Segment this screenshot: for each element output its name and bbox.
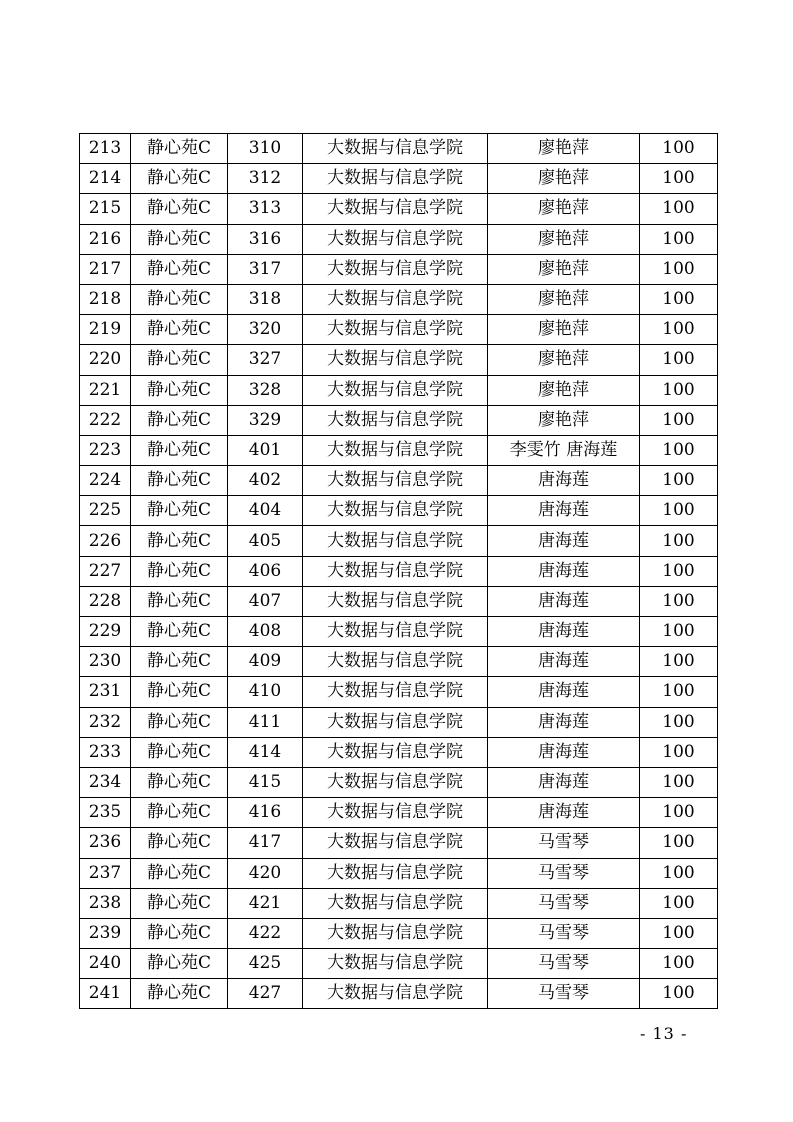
score-cell: 100	[640, 828, 718, 858]
score-cell: 100	[640, 466, 718, 496]
score-cell: 100	[640, 284, 718, 314]
row-number-cell: 239	[80, 918, 131, 948]
building-cell: 静心苑C	[131, 828, 228, 858]
college-cell: 大数据与信息学院	[303, 828, 488, 858]
room-cell: 313	[228, 194, 303, 224]
building-cell: 静心苑C	[131, 677, 228, 707]
table-row	[80, 737, 718, 767]
college-cell: 大数据与信息学院	[303, 979, 488, 1009]
building-cell: 静心苑C	[131, 556, 228, 586]
table-row	[80, 526, 718, 556]
building-cell: 静心苑C	[131, 194, 228, 224]
row-number-cell: 219	[80, 315, 131, 345]
table-row	[80, 375, 718, 405]
room-cell: 421	[228, 888, 303, 918]
room-cell: 417	[228, 828, 303, 858]
score-cell: 100	[640, 435, 718, 465]
score-cell: 100	[640, 526, 718, 556]
row-number-cell: 238	[80, 888, 131, 918]
table-row	[80, 435, 718, 465]
college-cell: 大数据与信息学院	[303, 707, 488, 737]
teacher-cell: 唐海莲	[488, 677, 640, 707]
row-number-cell: 225	[80, 496, 131, 526]
table-row	[80, 617, 718, 647]
page-number: - 13 -	[640, 1024, 688, 1043]
row-number-cell: 218	[80, 284, 131, 314]
score-cell: 100	[640, 979, 718, 1009]
table-row	[80, 918, 718, 948]
teacher-cell: 马雪琴	[488, 918, 640, 948]
building-cell: 静心苑C	[131, 918, 228, 948]
teacher-cell: 唐海莲	[488, 707, 640, 737]
room-cell: 427	[228, 979, 303, 1009]
row-number-cell: 233	[80, 737, 131, 767]
table-row	[80, 707, 718, 737]
building-cell: 静心苑C	[131, 586, 228, 616]
teacher-cell: 廖艳萍	[488, 315, 640, 345]
teacher-cell: 唐海莲	[488, 767, 640, 797]
score-cell: 100	[640, 767, 718, 797]
table-row	[80, 224, 718, 254]
teacher-cell: 马雪琴	[488, 949, 640, 979]
room-cell: 317	[228, 254, 303, 284]
table-row	[80, 888, 718, 918]
room-cell: 316	[228, 224, 303, 254]
college-cell: 大数据与信息学院	[303, 798, 488, 828]
teacher-cell: 唐海莲	[488, 798, 640, 828]
teacher-cell: 唐海莲	[488, 617, 640, 647]
table-row	[80, 254, 718, 284]
teacher-cell: 廖艳萍	[488, 254, 640, 284]
room-cell: 415	[228, 767, 303, 797]
row-number-cell: 217	[80, 254, 131, 284]
row-number-cell: 230	[80, 647, 131, 677]
college-cell: 大数据与信息学院	[303, 677, 488, 707]
teacher-cell: 唐海莲	[488, 526, 640, 556]
teacher-cell: 唐海莲	[488, 556, 640, 586]
building-cell: 静心苑C	[131, 737, 228, 767]
score-cell: 100	[640, 647, 718, 677]
table-row	[80, 345, 718, 375]
room-cell: 401	[228, 435, 303, 465]
teacher-cell: 廖艳萍	[488, 375, 640, 405]
building-cell: 静心苑C	[131, 405, 228, 435]
college-cell: 大数据与信息学院	[303, 224, 488, 254]
building-cell: 静心苑C	[131, 375, 228, 405]
table-row	[80, 828, 718, 858]
teacher-cell: 廖艳萍	[488, 284, 640, 314]
college-cell: 大数据与信息学院	[303, 918, 488, 948]
row-number-cell: 223	[80, 435, 131, 465]
room-cell: 409	[228, 647, 303, 677]
score-cell: 100	[640, 586, 718, 616]
college-cell: 大数据与信息学院	[303, 315, 488, 345]
college-cell: 大数据与信息学院	[303, 134, 488, 164]
room-cell: 411	[228, 707, 303, 737]
room-cell: 407	[228, 586, 303, 616]
teacher-cell: 廖艳萍	[488, 224, 640, 254]
row-number-cell: 215	[80, 194, 131, 224]
teacher-cell: 马雪琴	[488, 858, 640, 888]
score-cell: 100	[640, 737, 718, 767]
building-cell: 静心苑C	[131, 798, 228, 828]
teacher-cell: 马雪琴	[488, 979, 640, 1009]
building-cell: 静心苑C	[131, 526, 228, 556]
score-cell: 100	[640, 315, 718, 345]
score-cell: 100	[640, 164, 718, 194]
building-cell: 静心苑C	[131, 888, 228, 918]
score-cell: 100	[640, 405, 718, 435]
teacher-cell: 廖艳萍	[488, 134, 640, 164]
row-number-cell: 236	[80, 828, 131, 858]
table-row	[80, 677, 718, 707]
building-cell: 静心苑C	[131, 134, 228, 164]
building-cell: 静心苑C	[131, 858, 228, 888]
score-cell: 100	[640, 677, 718, 707]
building-cell: 静心苑C	[131, 345, 228, 375]
building-cell: 静心苑C	[131, 164, 228, 194]
building-cell: 静心苑C	[131, 224, 228, 254]
table-row	[80, 405, 718, 435]
building-cell: 静心苑C	[131, 254, 228, 284]
college-cell: 大数据与信息学院	[303, 526, 488, 556]
college-cell: 大数据与信息学院	[303, 858, 488, 888]
room-cell: 327	[228, 345, 303, 375]
score-cell: 100	[640, 949, 718, 979]
room-cell: 318	[228, 284, 303, 314]
teacher-cell: 廖艳萍	[488, 345, 640, 375]
room-cell: 320	[228, 315, 303, 345]
room-cell: 425	[228, 949, 303, 979]
table-row	[80, 284, 718, 314]
teacher-cell: 马雪琴	[488, 888, 640, 918]
table-row	[80, 858, 718, 888]
college-cell: 大数据与信息学院	[303, 586, 488, 616]
score-cell: 100	[640, 194, 718, 224]
room-cell: 414	[228, 737, 303, 767]
college-cell: 大数据与信息学院	[303, 767, 488, 797]
college-cell: 大数据与信息学院	[303, 496, 488, 526]
row-number-cell: 231	[80, 677, 131, 707]
college-cell: 大数据与信息学院	[303, 284, 488, 314]
row-number-cell: 227	[80, 556, 131, 586]
row-number-cell: 213	[80, 134, 131, 164]
row-number-cell: 216	[80, 224, 131, 254]
building-cell: 静心苑C	[131, 435, 228, 465]
score-cell: 100	[640, 858, 718, 888]
teacher-cell: 唐海莲	[488, 466, 640, 496]
college-cell: 大数据与信息学院	[303, 556, 488, 586]
college-cell: 大数据与信息学院	[303, 254, 488, 284]
building-cell: 静心苑C	[131, 617, 228, 647]
score-cell: 100	[640, 224, 718, 254]
room-cell: 406	[228, 556, 303, 586]
college-cell: 大数据与信息学院	[303, 647, 488, 677]
score-cell: 100	[640, 888, 718, 918]
teacher-cell: 廖艳萍	[488, 405, 640, 435]
college-cell: 大数据与信息学院	[303, 737, 488, 767]
room-cell: 328	[228, 375, 303, 405]
college-cell: 大数据与信息学院	[303, 435, 488, 465]
score-cell: 100	[640, 345, 718, 375]
room-cell: 410	[228, 677, 303, 707]
score-cell: 100	[640, 254, 718, 284]
row-number-cell: 220	[80, 345, 131, 375]
row-number-cell: 221	[80, 375, 131, 405]
college-cell: 大数据与信息学院	[303, 949, 488, 979]
table-row	[80, 767, 718, 797]
building-cell: 静心苑C	[131, 949, 228, 979]
room-cell: 402	[228, 466, 303, 496]
inspection-table	[79, 133, 718, 1009]
college-cell: 大数据与信息学院	[303, 194, 488, 224]
table-row	[80, 164, 718, 194]
row-number-cell: 240	[80, 949, 131, 979]
teacher-cell: 廖艳萍	[488, 164, 640, 194]
table-row	[80, 466, 718, 496]
table-row	[80, 194, 718, 224]
room-cell: 329	[228, 405, 303, 435]
room-cell: 310	[228, 134, 303, 164]
college-cell: 大数据与信息学院	[303, 345, 488, 375]
teacher-cell: 廖艳萍	[488, 194, 640, 224]
score-cell: 100	[640, 496, 718, 526]
row-number-cell: 222	[80, 405, 131, 435]
room-cell: 420	[228, 858, 303, 888]
teacher-cell: 唐海莲	[488, 647, 640, 677]
teacher-cell: 唐海莲	[488, 737, 640, 767]
teacher-cell: 唐海莲	[488, 496, 640, 526]
building-cell: 静心苑C	[131, 284, 228, 314]
row-number-cell: 214	[80, 164, 131, 194]
row-number-cell: 224	[80, 466, 131, 496]
building-cell: 静心苑C	[131, 767, 228, 797]
row-number-cell: 226	[80, 526, 131, 556]
score-cell: 100	[640, 918, 718, 948]
building-cell: 静心苑C	[131, 647, 228, 677]
room-cell: 405	[228, 526, 303, 556]
score-cell: 100	[640, 798, 718, 828]
score-cell: 100	[640, 707, 718, 737]
row-number-cell: 235	[80, 798, 131, 828]
building-cell: 静心苑C	[131, 707, 228, 737]
table-row	[80, 496, 718, 526]
table-row	[80, 134, 718, 164]
teacher-cell: 李雯竹 唐海莲	[488, 435, 640, 465]
table-body	[80, 134, 718, 1009]
building-cell: 静心苑C	[131, 466, 228, 496]
table-row	[80, 949, 718, 979]
room-cell: 422	[228, 918, 303, 948]
table-row	[80, 798, 718, 828]
room-cell: 404	[228, 496, 303, 526]
building-cell: 静心苑C	[131, 979, 228, 1009]
table-row	[80, 979, 718, 1009]
college-cell: 大数据与信息学院	[303, 617, 488, 647]
teacher-cell: 马雪琴	[488, 828, 640, 858]
row-number-cell: 232	[80, 707, 131, 737]
room-cell: 312	[228, 164, 303, 194]
college-cell: 大数据与信息学院	[303, 375, 488, 405]
row-number-cell: 229	[80, 617, 131, 647]
score-cell: 100	[640, 134, 718, 164]
room-cell: 416	[228, 798, 303, 828]
building-cell: 静心苑C	[131, 315, 228, 345]
table-row	[80, 586, 718, 616]
college-cell: 大数据与信息学院	[303, 466, 488, 496]
score-cell: 100	[640, 556, 718, 586]
row-number-cell: 241	[80, 979, 131, 1009]
score-cell: 100	[640, 375, 718, 405]
teacher-cell: 唐海莲	[488, 586, 640, 616]
row-number-cell: 237	[80, 858, 131, 888]
row-number-cell: 234	[80, 767, 131, 797]
room-cell: 408	[228, 617, 303, 647]
college-cell: 大数据与信息学院	[303, 888, 488, 918]
table-row	[80, 556, 718, 586]
score-cell: 100	[640, 617, 718, 647]
row-number-cell: 228	[80, 586, 131, 616]
table-row	[80, 315, 718, 345]
table-row	[80, 647, 718, 677]
college-cell: 大数据与信息学院	[303, 164, 488, 194]
college-cell: 大数据与信息学院	[303, 405, 488, 435]
building-cell: 静心苑C	[131, 496, 228, 526]
